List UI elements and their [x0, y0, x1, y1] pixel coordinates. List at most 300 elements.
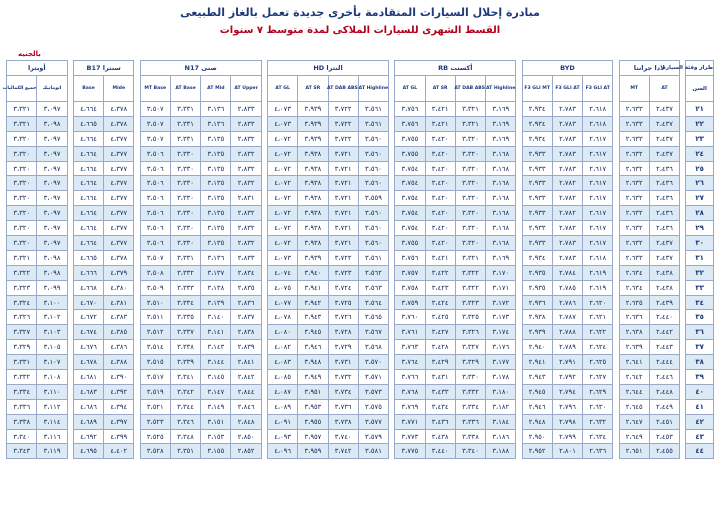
installment-cell: ٤،٠٧٣ — [267, 116, 297, 131]
installment-cell: ٣،٧٢١ — [328, 206, 358, 221]
installment-cell: ٣،٤٢٠ — [425, 146, 455, 161]
currency-note: بالجنيه — [18, 50, 41, 58]
installment-cell: ٢،٦١٩ — [583, 265, 613, 280]
column-gap — [680, 265, 686, 280]
installment-cell: ٣،٥٦٠ — [358, 221, 388, 236]
brand-header: لادا جرانتا — [619, 61, 680, 76]
installment-cell: ٢،٤٣٧ — [649, 236, 679, 251]
installment-cell: ٣،٥٧٠ — [358, 355, 388, 370]
installment-cell: ٣،١٧٤ — [486, 325, 516, 340]
installment-cell: ٢،٩٣٣ — [522, 191, 552, 206]
installment-cell: ٣،٣٣٢ — [170, 265, 200, 280]
column-gap — [261, 250, 267, 265]
column-gap — [389, 206, 395, 221]
installment-cell: ٣،١٨٦ — [486, 429, 516, 444]
column-gap — [389, 250, 395, 265]
installment-cell: ٤،٠٧٢ — [267, 161, 297, 176]
installment-cell: ٢،٩٥٢ — [522, 444, 552, 459]
table-row — [7, 161, 714, 176]
installment-cell: ٣،٥٧١ — [358, 370, 388, 385]
installment-cell: ٢،٩٣٤ — [522, 102, 552, 117]
column-gap — [613, 310, 619, 325]
age-cell: ٣٣ — [686, 280, 714, 295]
installment-cell: ٢،٨٥٠ — [231, 429, 261, 444]
age-cell: ٣٦ — [686, 325, 714, 340]
installment-cell: ٢،٦١٧ — [583, 176, 613, 191]
installment-cell: ٣،٣٢١ — [455, 250, 485, 265]
installment-cell: ٣،٣٣٣ — [170, 280, 200, 295]
column-gap — [134, 384, 140, 399]
installment-cell: ٢،٧٨٥ — [552, 280, 582, 295]
installment-cell: ٢،٧٨٢ — [552, 221, 582, 236]
column-gap — [67, 191, 73, 206]
column-gap — [516, 280, 522, 295]
installment-cell: ٣،١٣٨ — [201, 280, 231, 295]
installment-cell: ٣،٥٧٩ — [358, 429, 388, 444]
installment-cell: ٣،٣٣٨ — [7, 414, 37, 429]
column-gap — [516, 265, 522, 280]
age-cell: ٢٩ — [686, 221, 714, 236]
column-gap — [389, 325, 395, 340]
column-gap — [680, 116, 686, 131]
column-gap — [613, 265, 619, 280]
installment-cell: ٣،٤٢٠ — [425, 176, 455, 191]
column-gap — [516, 399, 522, 414]
column-gap — [613, 355, 619, 370]
installment-cell: ٢،٤٣٧ — [649, 116, 679, 131]
installment-cell: ٣،٧٧٥ — [395, 444, 425, 459]
column-gap — [516, 384, 522, 399]
table-row — [7, 325, 714, 340]
column-gap — [680, 221, 686, 236]
installment-cell: ٣،٥٠٩ — [140, 280, 170, 295]
installment-cell: ٣،٣٣٠ — [170, 146, 200, 161]
installment-cell: ٢،٩٣٣ — [522, 221, 552, 236]
installment-cell: ٣،٧٣٤ — [328, 384, 358, 399]
column-gap — [680, 250, 686, 265]
column-gap — [67, 146, 73, 161]
installment-cell: ٢،٦٣٢ — [619, 236, 649, 251]
installment-cell: ٣،٣٣٥ — [170, 310, 200, 325]
installment-cell: ٢،٦١٨ — [583, 102, 613, 117]
installment-cell: ٢،٦٣٩ — [619, 340, 649, 355]
column-gap — [680, 429, 686, 444]
installment-cell: ٣،١١٠ — [37, 384, 67, 399]
installment-cell: ٣،٤٢٢ — [425, 265, 455, 280]
installment-cell: ٢،٦١٧ — [583, 191, 613, 206]
column-gap — [613, 146, 619, 161]
column-gap — [67, 370, 73, 385]
installment-cell: ٣،٣٢٧ — [7, 325, 37, 340]
installment-cell: ٣،٧٢١ — [328, 146, 358, 161]
installment-cell: ٤،٣٧٩ — [104, 265, 134, 280]
column-gap — [613, 176, 619, 191]
installment-cell: ٢،٦٣٣ — [619, 250, 649, 265]
table-row — [7, 414, 714, 429]
installment-cell: ٣،٣٢٢ — [455, 280, 485, 295]
installment-cell: ٢،٧٩٦ — [552, 399, 582, 414]
installment-cell: ٣،٥١٤ — [140, 340, 170, 355]
installment-cell: ٣،٧٦٠ — [395, 310, 425, 325]
installment-cell: ٣،٣٣٤ — [170, 295, 200, 310]
column-gap — [389, 340, 395, 355]
installment-cell: ٣،٣٢١ — [455, 116, 485, 131]
installment-cell: ٣،٧٣٢ — [328, 370, 358, 385]
installment-cell: ٤،٣٨٠ — [104, 280, 134, 295]
installment-cell: ٤،٠٨٣ — [267, 355, 297, 370]
column-gap — [613, 295, 619, 310]
installment-cell: ٣،١٨٢ — [486, 399, 516, 414]
installment-cell: ٤،٠٧٨ — [267, 310, 297, 325]
installment-cell: ٣،٥٠٦ — [140, 176, 170, 191]
installment-cell: ٢،٤٣٧ — [649, 131, 679, 146]
installment-cell: ٢،٤٤٣ — [649, 340, 679, 355]
installment-cell: ٢،٧٨٩ — [552, 340, 582, 355]
column-gap — [67, 310, 73, 325]
installment-cell: ٣،٥١٥ — [140, 355, 170, 370]
column-gap — [389, 444, 395, 459]
installment-cell: ٤،٣٨٦ — [104, 340, 134, 355]
installment-cell: ٤،٣٩٤ — [104, 399, 134, 414]
installment-cell: ٣،٥٧٧ — [358, 414, 388, 429]
installment-cell: ٢،٨٣٢ — [231, 206, 261, 221]
installment-cell: ٣،١٧٣ — [486, 310, 516, 325]
installment-cell: ٢،٨٣٩ — [231, 340, 261, 355]
installment-cell: ٢،٦٢٥ — [583, 355, 613, 370]
column-gap — [613, 384, 619, 399]
installment-cell: ٣،٩٣٩ — [298, 116, 328, 131]
installment-cell: ٤،٣٧٧ — [104, 191, 134, 206]
installment-cell: ٣،٥٦٥ — [358, 310, 388, 325]
column-gap — [261, 340, 267, 355]
installment-cell: ٢،٦٣٦ — [619, 310, 649, 325]
column-gap — [261, 191, 267, 206]
installment-cell: ٤،٣٨٥ — [104, 325, 134, 340]
installment-cell: ٣،٣٤٠ — [7, 429, 37, 444]
installment-cell: ٢،٤٤٠ — [649, 310, 679, 325]
installment-cell: ٤،٠٧٣ — [267, 250, 297, 265]
installment-cell: ٢،٧٨٣ — [552, 250, 582, 265]
installment-cell: ٤،٣٨٨ — [104, 355, 134, 370]
installment-cell: ٣،٧٥٩ — [395, 295, 425, 310]
trim-header: AT Highline — [358, 76, 388, 102]
installment-cell: ٣،٣٢١ — [7, 102, 37, 117]
installment-cell: ٣،٥٠٧ — [140, 250, 170, 265]
column-gap — [680, 414, 686, 429]
column-gap — [67, 280, 73, 295]
column-gap — [67, 61, 73, 76]
column-gap — [261, 280, 267, 295]
installment-cell: ٣،٤٢٥ — [425, 310, 455, 325]
installment-cell: ٣،٧٢٥ — [328, 295, 358, 310]
trim-header: AT Upper — [231, 76, 261, 102]
installment-cell: ٣،١٧٨ — [486, 370, 516, 385]
age-cell: ٣١ — [686, 250, 714, 265]
installment-cell: ٣،٧٢٩ — [328, 340, 358, 355]
table-row — [7, 116, 714, 131]
installment-cell: ٤،٠٧٢ — [267, 146, 297, 161]
installment-cell: ٣،١٤٧ — [201, 384, 231, 399]
column-gap — [680, 76, 686, 102]
table-row — [7, 221, 714, 236]
installment-cell: ٣،٠٩٧ — [37, 102, 67, 117]
installment-cell: ٣،٤٣٨ — [425, 429, 455, 444]
installment-cell: ٤،٠٧٢ — [267, 176, 297, 191]
column-gap — [613, 102, 619, 117]
installment-cell: ٣،٣٣٠ — [170, 176, 200, 191]
installment-cell: ٢،٨٣٨ — [231, 325, 261, 340]
column-gap — [389, 116, 395, 131]
installment-cell: ٣،١٠٥ — [37, 340, 67, 355]
column-gap — [613, 221, 619, 236]
installment-cell: ٣،١٣٥ — [201, 161, 231, 176]
column-gap — [613, 250, 619, 265]
column-gap — [389, 265, 395, 280]
column-gap — [67, 399, 73, 414]
column-gap — [389, 102, 395, 117]
column-gap — [613, 191, 619, 206]
brand-header: أكسنت RB — [395, 61, 516, 76]
installment-cell: ٣،٣٢٠ — [7, 221, 37, 236]
installment-cell: ٣،٣٢٠ — [7, 161, 37, 176]
installment-cell: ٢،٧٨٢ — [552, 176, 582, 191]
installment-cell: ٣،٩٣٨ — [298, 191, 328, 206]
installment-cell: ٤،٣٩٩ — [104, 429, 134, 444]
installment-cell: ٢،٦٥١ — [619, 444, 649, 459]
trim-header: F3 GLI AT — [552, 76, 582, 102]
column-gap — [67, 236, 73, 251]
column-gap — [516, 295, 522, 310]
installment-cell: ٣،٧٥٤ — [395, 206, 425, 221]
column-gap — [516, 250, 522, 265]
installment-cell: ٢،٨٣٢ — [231, 146, 261, 161]
installment-cell: ٣،١٣٥ — [201, 176, 231, 191]
installment-cell: ٣،٩٤٠ — [298, 265, 328, 280]
installment-cell: ٣،٩٥٣ — [298, 399, 328, 414]
installment-cell: ٢،٦٣٨ — [619, 325, 649, 340]
installment-cell: ٢،٦٢٤ — [583, 340, 613, 355]
trim-header: AT GL — [267, 76, 297, 102]
installment-cell: ٣،٣٣٦ — [455, 414, 485, 429]
installment-cell: ٣،٣٣١ — [170, 131, 200, 146]
installment-cell: ٤،٦٦٤ — [73, 221, 103, 236]
installment-cell: ٢،٧٨٣ — [552, 161, 582, 176]
age-cell: ٤١ — [686, 399, 714, 414]
installment-cell: ٤،٦٦٤ — [73, 206, 103, 221]
installment-cell: ٣،٠٩٨ — [37, 265, 67, 280]
installment-cell: ٤،٣٧٧ — [104, 221, 134, 236]
installment-cell: ٣،٧٥٥ — [395, 146, 425, 161]
installment-cell: ٢،٦١٨ — [583, 116, 613, 131]
installment-cell: ٣،١٣٦ — [201, 116, 231, 131]
installment-cell: ٢،٨٣١ — [231, 191, 261, 206]
installment-cell: ٣،٣٣٠ — [170, 236, 200, 251]
installment-cell: ٣،٠٩٧ — [37, 191, 67, 206]
installment-cell: ٣،٣٢١ — [455, 102, 485, 117]
installment-cell: ٢،٦٤٧ — [619, 414, 649, 429]
column-gap — [67, 176, 73, 191]
installment-cell: ٣،٣٢٠ — [7, 206, 37, 221]
installment-cell: ٤،٠٨٢ — [267, 340, 297, 355]
age-cell: ٢٤ — [686, 146, 714, 161]
column-gap — [261, 444, 267, 459]
installment-cell: ٣،٩٣٨ — [298, 206, 328, 221]
installment-cell: ٣،١٥٣ — [201, 429, 231, 444]
installment-cell: ٢،٤٣٧ — [649, 146, 679, 161]
column-gap — [261, 384, 267, 399]
installment-cell: ٢،٤٤٤ — [649, 355, 679, 370]
installment-cell: ٣،٥٠٦ — [140, 191, 170, 206]
installment-cell: ٣،٩٥٩ — [298, 444, 328, 459]
installment-cell: ٣،٤٢٠ — [425, 161, 455, 176]
installment-cell: ٣،٧٢٢ — [328, 116, 358, 131]
installment-cell: ٣،٣٣٨ — [170, 340, 200, 355]
installment-cell: ٤،٦٦٤ — [73, 161, 103, 176]
installment-cell: ٤،٦٦٤ — [73, 236, 103, 251]
installment-cell: ٣،٧٢٢ — [328, 131, 358, 146]
installment-cell: ٣،٣٤٣ — [7, 444, 37, 459]
installment-cell: ٢،٨٣٧ — [231, 310, 261, 325]
installment-cell: ٤،٣٨٣ — [104, 310, 134, 325]
installment-cell: ٣،٥١٩ — [140, 384, 170, 399]
installment-cell: ٣،٣٤٤ — [170, 399, 200, 414]
column-gap — [134, 146, 140, 161]
column-gap — [134, 325, 140, 340]
installment-cell: ٣،٧٤٠ — [328, 429, 358, 444]
installment-cell: ٤،٦٩٥ — [73, 444, 103, 459]
installment-cell: ٤،٣٨١ — [104, 295, 134, 310]
age-cell: ٣٤ — [686, 295, 714, 310]
column-gap — [389, 221, 395, 236]
installment-cell: ٣،٣٣٠ — [455, 370, 485, 385]
installment-cell: ٣،٠٩٧ — [37, 131, 67, 146]
column-gap — [516, 176, 522, 191]
table-row — [7, 355, 714, 370]
column-gap — [67, 340, 73, 355]
column-gap — [261, 429, 267, 444]
trim-header: AT SR — [425, 76, 455, 102]
installment-cell: ٣،٧٢١ — [328, 236, 358, 251]
installment-cell: ٣،٩٤١ — [298, 280, 328, 295]
table-row — [7, 191, 714, 206]
installment-cell: ٢،٦١٧ — [583, 161, 613, 176]
trim-header: F3 GLI MT — [522, 76, 552, 102]
installment-cell: ٢،٤٥٥ — [649, 444, 679, 459]
installment-cell: ٢،٨٣٦ — [231, 295, 261, 310]
installment-cell: ٣،٤٣١ — [425, 370, 455, 385]
installment-cell: ٢،٩٣٣ — [522, 146, 552, 161]
installment-cell: ٢،٤٣٦ — [649, 176, 679, 191]
installment-cell: ٣،٣٣٢ — [455, 384, 485, 399]
installment-cell: ٣،١٦٨ — [486, 176, 516, 191]
installment-cell: ٣،٥٠٧ — [140, 131, 170, 146]
installment-cell: ٣،٩٣٩ — [298, 102, 328, 117]
column-gap — [613, 340, 619, 355]
column-gap — [67, 206, 73, 221]
table-row — [7, 280, 714, 295]
column-gap — [134, 76, 140, 102]
installment-cell: ٣،٩٣٩ — [298, 131, 328, 146]
installment-cell: ٣،١٦٨ — [486, 221, 516, 236]
installment-cell: ٣،٧٤٢ — [328, 444, 358, 459]
installment-cell: ٤،٠٧٢ — [267, 221, 297, 236]
column-gap — [613, 116, 619, 131]
column-gap — [613, 131, 619, 146]
installment-cell: ٣،١٨٨ — [486, 444, 516, 459]
installment-cell: ٤،٠٧٢ — [267, 206, 297, 221]
installment-cell: ٣،٣٢١ — [7, 250, 37, 265]
installment-cell: ٣،١٧٦ — [486, 340, 516, 355]
installment-cell: ٣،٧٦٦ — [395, 370, 425, 385]
installment-cell: ٣،٣٣٦ — [7, 399, 37, 414]
table-row — [7, 102, 714, 117]
installments-table — [2, 60, 714, 459]
column-gap — [680, 236, 686, 251]
installment-cell: ٣،٧٢١ — [328, 221, 358, 236]
installment-cell: ٤،٣٧٧ — [104, 206, 134, 221]
installment-cell: ٢،٧٩٤ — [552, 384, 582, 399]
age-cell: ٢١ — [686, 102, 714, 117]
installment-cell: ٣،٤٢٨ — [425, 340, 455, 355]
installment-cell: ٢،٦٤٥ — [619, 399, 649, 414]
installment-cell: ٣،٩٤٥ — [298, 325, 328, 340]
installment-cell: ٤،٠٧٢ — [267, 131, 297, 146]
corner-label-top: طراز وفئة السيارة — [686, 61, 714, 76]
installment-cell: ٣،٠٩٧ — [37, 176, 67, 191]
installment-cell: ٣،١٤٩ — [201, 399, 231, 414]
installment-cell: ٣،٥٦٠ — [358, 131, 388, 146]
installment-cell: ٤،٦٦٤ — [73, 176, 103, 191]
installment-cell: ٢،٧٩٢ — [552, 370, 582, 385]
installment-cell: ٣،٣٣٠ — [170, 191, 200, 206]
brand-header: سنترا B17 — [73, 61, 134, 76]
installment-cell: ٢،٤٣٩ — [649, 295, 679, 310]
column-gap — [680, 131, 686, 146]
age-cell: ٢٢ — [686, 116, 714, 131]
installment-cell: ٤،٠٧٤ — [267, 265, 297, 280]
installment-cell: ٣،٣٢٠ — [7, 191, 37, 206]
table-row — [7, 295, 714, 310]
installment-cell: ٣،٩٤٢ — [298, 295, 328, 310]
installment-cell: ٢،٦١٨ — [583, 250, 613, 265]
age-cell: ٣٢ — [686, 265, 714, 280]
column-gap — [613, 280, 619, 295]
installment-cell: ٣،١٤٤ — [201, 355, 231, 370]
installment-cell: ٤،٣٧٧ — [104, 236, 134, 251]
installment-cell: ٣،٩٥٧ — [298, 429, 328, 444]
installment-cell: ٣،٣٢٢ — [455, 265, 485, 280]
trim-header: AT DAB ABS — [328, 76, 358, 102]
column-gap — [134, 116, 140, 131]
installment-cell: ٣،٧٥٧ — [395, 265, 425, 280]
installment-cell: ٢،٦٣٢ — [619, 206, 649, 221]
installment-cell: ٣،١٣٥ — [201, 221, 231, 236]
installment-cell: ٣،٥٦٣ — [358, 280, 388, 295]
installment-cell: ٣،٥٦٠ — [358, 236, 388, 251]
column-gap — [613, 325, 619, 340]
installment-cell: ٢،٧٨٨ — [552, 325, 582, 340]
installment-cell: ٣،٤٢٠ — [425, 131, 455, 146]
installment-cell: ٤،٠٨٩ — [267, 399, 297, 414]
installment-cell: ٣،١٦٨ — [486, 206, 516, 221]
column-gap — [261, 161, 267, 176]
trim-header: AT DAB ABS — [455, 76, 485, 102]
installment-cell: ٤،٠٨٧ — [267, 384, 297, 399]
column-gap — [261, 76, 267, 102]
age-cell: ٣٨ — [686, 355, 714, 370]
installment-cell: ٢،٦٣٢ — [619, 176, 649, 191]
installment-cell: ٤،٠٧٧ — [267, 295, 297, 310]
